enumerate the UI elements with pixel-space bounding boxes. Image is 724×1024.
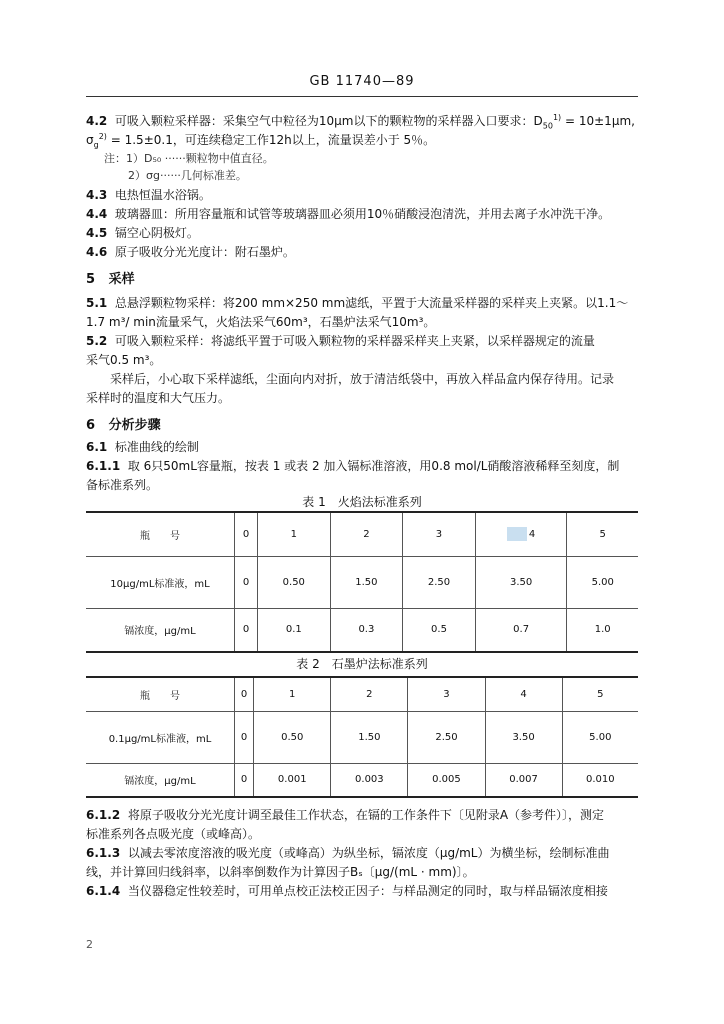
table-cell: 1.50 [331,711,408,763]
subscript: 50 [542,121,553,131]
clause-number: 4.6 [86,245,108,259]
section-number: 6 [86,418,96,433]
table-row [86,677,638,711]
table-cell-text: 4 [528,529,536,541]
stamp-mark [507,527,527,541]
table-cell: 3 [408,677,485,711]
section-6-heading [86,414,161,433]
table-row [86,763,638,797]
clause-number: 5.1 [86,296,108,310]
clause-6-1-1-line1 [86,457,619,474]
table-cell: 5.00 [562,711,638,763]
clause-4-2-line1 [86,112,635,130]
clause-text: 将原子吸收分光光度计调至最佳工作状态，在镉的工作条件下〔见附录A（参考件）〕，测定 [127,808,605,822]
table-cell: 0.1 [258,608,331,652]
table-cell: 5.00 [567,556,638,608]
clause-text: 电热恒温水浴锅。 [114,188,211,202]
clause-6-1-1-line2: 备标准系列。 [86,478,159,492]
table-2 [86,676,638,798]
clause-text: 玻璃器皿：所用容量瓶和试管等玻璃器皿必须用10％硝酸浸泡清洗，并用去离子水冲洗干净。 [114,207,611,221]
page-header: GB 11740—89 [309,74,415,89]
table-row-label: 10μg/mL标准液，mL [86,556,235,608]
clause-text: 镉空心阴极灯。 [114,226,199,240]
clause-4-5 [86,224,199,241]
clause-4-4 [86,205,610,222]
clause-6-1 [86,438,199,455]
table-cell: 5 [567,512,638,556]
header-rule [86,96,638,97]
table-cell: 0.007 [485,763,562,797]
table-cell: 0.5 [403,608,476,652]
table-row [86,711,638,763]
table-cell: 0.003 [331,763,408,797]
table-cell: 2 [331,677,408,711]
table-cell [475,512,567,556]
superscript: 2) [98,132,107,141]
page-number: 2 [86,938,93,951]
superscript: 1) [552,113,562,122]
clause-number: 4.4 [86,207,108,221]
clause-5-2-line1 [86,332,595,349]
clause-text: 取 6只50mL容量瓶，按表 1 或表 2 加入镉标准溶液，用0.8 mol/L硝酸溶液稀释至刻度，制 [127,459,620,473]
table-row [86,512,638,556]
table-cell: 1.50 [330,556,403,608]
clause-text: 总悬浮颗粒物采样：将200 mm×250 mm滤纸，平置于大流量采样器的采样夹上夹紧。以1.1～ [114,296,629,310]
table-cell: 0 [235,677,254,711]
clause-text: 当仪器稳定性较差时，可用单点校正法校正因子：与样品测定的同时，取与样品镉浓度相接 [127,884,608,898]
clause-number: 5.2 [86,334,108,348]
clause-text: 以减去零浓度溶液的吸光度（或峰高）为纵坐标，镉浓度（μg/mL）为横坐标，绘制标准曲 [127,846,610,860]
clause-text: 标准曲线的绘制 [114,440,199,454]
table-cell: 0.3 [330,608,403,652]
table-cell: 3.50 [485,711,562,763]
note-2: 2）σg······几何标准差。 [128,169,247,182]
clause-number: 6.1.3 [86,846,121,860]
table-cell: 1 [258,512,331,556]
clause-text: 原子吸收分光光度计：附石墨炉。 [114,245,295,259]
table-row [86,556,638,608]
section-title: 采样 [108,272,135,287]
clause-text: 可吸入颗粒采样：将滤纸平置于可吸入颗粒物的采样器采样夹上夹紧，以采样器规定的流量 [114,334,595,348]
table-cell: 3.50 [475,556,567,608]
clause-6-1-4-line1 [86,882,608,899]
table-cell: 2.50 [403,556,476,608]
clause-number: 6.1 [86,440,108,454]
table-cell: 0 [235,608,258,652]
table-cell: 1 [254,677,331,711]
clause-text: σ [86,133,94,147]
clause-text: = 1.5±0.1，可连续稳定工作12h以上，流量误差小于 5％。 [110,133,436,147]
table-cell: 0.001 [254,763,331,797]
clause-4-3 [86,186,211,203]
table-row-label: 镉浓度，μg/mL [124,626,196,638]
clause-number: 4.2 [86,114,108,128]
clause-6-1-3-line2: 线，并计算回归线斜率，以斜率倒数作为计算因子Bₛ〔μg/(mL · mm)〕。 [86,865,475,879]
clause-5-1-line2: 1.7 m³/ min流量采气，火焰法采气60m³，石墨炉法采气10m³。 [86,315,436,329]
clause-5-2-line2: 采气0.5 m³。 [86,353,162,367]
table-row-label: 0.1μg/mL标准液，mL [86,711,235,763]
clause-4-2-line2 [86,131,435,149]
clause-number: 6.1.2 [86,808,121,822]
table-row-label: 镉浓度，μg/mL [124,776,196,788]
clause-6-1-3-line1 [86,844,610,861]
table-cell: 0.7 [475,608,567,652]
clause-5-3-line1: 采样后，小心取下采样滤纸，尘面向内对折，放于清洁纸袋中，再放入样品盒内保存待用。记录 [110,372,615,386]
table-cell: 2 [330,512,403,556]
clause-number: 4.3 [86,188,108,202]
section-title: 分析步骤 [108,418,161,433]
clause-number: 6.1.1 [86,459,121,473]
clause-4-6 [86,243,295,260]
table-row [86,608,638,652]
table-cell: 5 [562,677,638,711]
table-cell: 0 [235,711,254,763]
table-1 [86,511,638,653]
table-cell: 3 [403,512,476,556]
clause-text: 可吸入颗粒采样器：采集空气中粒径为10μm以下的颗粒物的采样器入口要求：D [114,114,543,128]
section-number: 5 [86,272,96,287]
clause-number: 6.1.4 [86,884,121,898]
clause-6-1-2-line1 [86,806,604,823]
table-1-caption: 表 1 火焰法标准系列 [302,495,422,509]
subscript: g [93,140,99,150]
section-5-heading [86,268,135,287]
table-cell: 0 [235,512,258,556]
clause-6-1-2-line2: 标准系列各点吸光度（或峰高）。 [86,827,261,841]
clause-text: = 10±1μm, [564,114,635,128]
clause-5-1-line1 [86,294,628,311]
clause-5-3-line2: 采样时的温度和大气压力。 [86,391,231,405]
table-cell: 0.50 [254,711,331,763]
table-row-label: 瓶 号 [86,512,235,556]
table-cell: 0 [235,556,258,608]
note-1: 注：1）D₅₀ ······颗粒物中值直径。 [104,152,274,165]
clause-number: 4.5 [86,226,108,240]
table-cell: 0.005 [408,763,485,797]
table-cell: 1.0 [567,608,638,652]
table-cell: 2.50 [408,711,485,763]
table-cell: 4 [485,677,562,711]
table-cell: 0.50 [258,556,331,608]
table-cell: 0.010 [562,763,638,797]
table-cell: 0 [235,763,254,797]
table-2-caption: 表 2 石墨炉法标准系列 [296,657,428,671]
table-row-label: 瓶 号 [86,677,235,711]
